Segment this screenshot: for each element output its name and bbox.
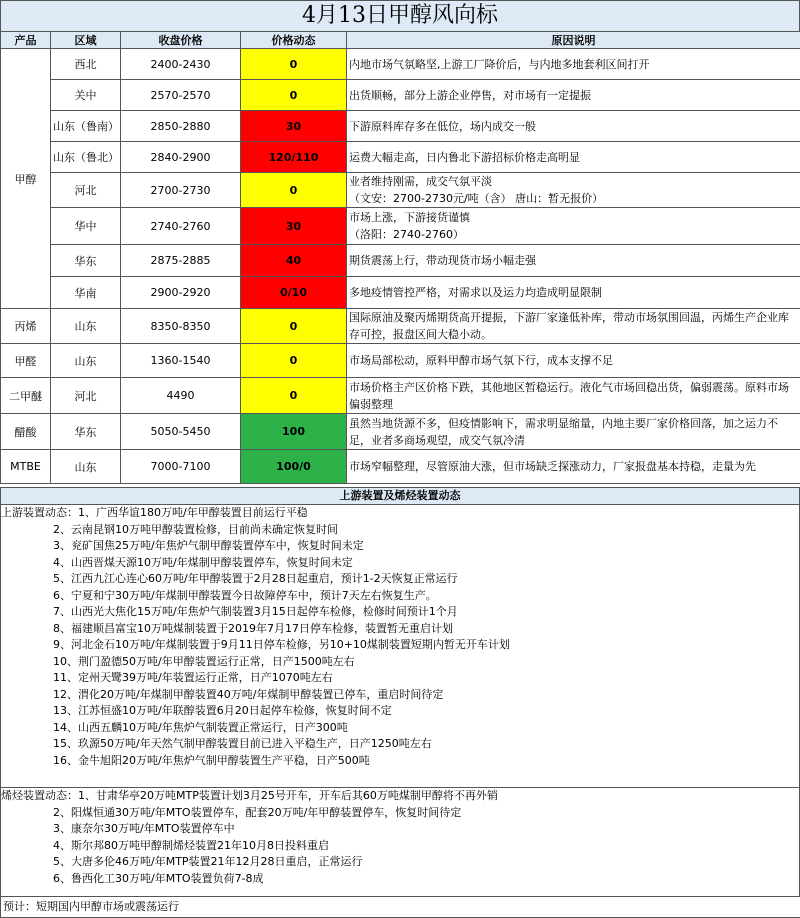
price-cell: 2850-2880 bbox=[121, 111, 241, 142]
region-cell: 华中 bbox=[51, 208, 121, 245]
price-cell: 2840-2900 bbox=[121, 142, 241, 173]
product-cell: 丙烯 bbox=[1, 309, 51, 344]
list-item: 8、福建顺昌富宝10万吨煤制装置于2019年7月17日停车检修，装置暂无重启计划 bbox=[1, 621, 799, 638]
list-item: 12、渭化20万吨/年煤制甲醇装置40万吨/年煤制甲醇装置已停车，重启时间待定 bbox=[1, 687, 799, 704]
price-cell: 5050-5450 bbox=[121, 414, 241, 450]
olefin-block bbox=[0, 787, 800, 897]
table-row bbox=[1, 245, 800, 277]
list-item: 烯烃装置动态：1、甘肃华亭20万吨MTP装置计划3月25号开车，开车后其60万吨煤制甲醇将不再外销 bbox=[1, 788, 799, 805]
table-row bbox=[1, 208, 800, 245]
change-cell: 0 bbox=[241, 344, 347, 378]
list-item: 上游装置动态：1、广西华谊180万吨/年甲醇装置目前运行平稳 bbox=[1, 505, 799, 522]
price-cell: 2740-2760 bbox=[121, 208, 241, 245]
table-row bbox=[1, 309, 800, 344]
reason-cell: 内地市场气氛略坚,上游工厂降价后，与内地多地套利区间打开 bbox=[347, 49, 800, 80]
list-item: 2、阳煤恒通30万吨/年MTO装置停车，配套20万吨/年甲醇装置停车，恢复时间待定 bbox=[1, 805, 799, 822]
change-cell: 0 bbox=[241, 49, 347, 80]
change-cell: 120/110 bbox=[241, 142, 347, 173]
reason-cell bbox=[347, 173, 800, 208]
region-cell: 山东（鲁南） bbox=[51, 111, 121, 142]
reason-line: （洛阳：2740-2760） bbox=[349, 226, 798, 243]
table-row bbox=[1, 142, 800, 173]
table-row bbox=[1, 414, 800, 450]
reason-cell: 国际原油及聚丙烯期货高开提振，下游厂家逢低补库，带动市场氛围回温，丙烯生产企业库存可控，报盘区间大稳小动。 bbox=[347, 309, 800, 344]
price-cell: 2875-2885 bbox=[121, 245, 241, 277]
change-cell: 100/0 bbox=[241, 450, 347, 484]
region-cell: 西北 bbox=[51, 49, 121, 80]
change-cell: 30 bbox=[241, 208, 347, 245]
region-cell: 华南 bbox=[51, 277, 121, 309]
reason-cell: 期货震荡上行，带动现货市场小幅走强 bbox=[347, 245, 800, 277]
table-row bbox=[1, 173, 800, 208]
region-cell: 山东 bbox=[51, 450, 121, 484]
table-header-row bbox=[1, 32, 800, 49]
header-change: 价格动态 bbox=[241, 32, 347, 49]
list-item: 14、山西五麟10万吨/年焦炉气制装置正常运行，日产300吨 bbox=[1, 720, 799, 737]
region-cell: 山东 bbox=[51, 309, 121, 344]
product-cell: 二甲醚 bbox=[1, 378, 51, 414]
upstream-label: 上游装置动态： bbox=[1, 506, 78, 519]
product-cell: MTBE bbox=[1, 450, 51, 484]
change-cell: 30 bbox=[241, 111, 347, 142]
region-cell: 华东 bbox=[51, 414, 121, 450]
reason-line: 业者维持刚需，成交气氛平淡 bbox=[349, 173, 798, 190]
list-item: 16、金牛旭阳20万吨/年焦炉气制甲醇装置生产平稳，日产500吨 bbox=[1, 753, 799, 770]
list-item: 5、大唐多伦46万吨/年MTP装置21年12月28日重启，正常运行 bbox=[1, 854, 799, 871]
reason-cell: 运费大幅走高，日内鲁北下游招标价格走高明显 bbox=[347, 142, 800, 173]
price-cell: 1360-1540 bbox=[121, 344, 241, 378]
region-cell: 华东 bbox=[51, 245, 121, 277]
table-row bbox=[1, 277, 800, 309]
region-cell: 河北 bbox=[51, 173, 121, 208]
header-price: 收盘价格 bbox=[121, 32, 241, 49]
page-title: 4月13日甲醇风向标 bbox=[0, 0, 800, 32]
region-cell: 关中 bbox=[51, 80, 121, 111]
list-item: 9、河北金石10万吨/年煤制装置于9月11日停车检修，另10+10煤制装置短期内暂无开车计划 bbox=[1, 637, 799, 654]
reason-cell: 多地疫情管控严格，对需求以及运力均造成明显限制 bbox=[347, 277, 800, 309]
reason-line: （文安：2700-2730元/吨（含） 唐山：暂无报价） bbox=[349, 190, 798, 207]
table-row bbox=[1, 111, 800, 142]
price-cell: 4490 bbox=[121, 378, 241, 414]
reason-cell: 市场局部松动，原料甲醇市场气氛下行，成本支撑不足 bbox=[347, 344, 800, 378]
product-cell: 醋酸 bbox=[1, 414, 51, 450]
list-item: 4、山西晋煤天源10万吨/年煤制甲醇装置停车，恢复时间未定 bbox=[1, 555, 799, 572]
table-row bbox=[1, 49, 800, 80]
change-cell: 0/10 bbox=[241, 277, 347, 309]
list-item: 4、斯尔邦80万吨甲醇制烯烃装置21年10月8日投料重启 bbox=[1, 838, 799, 855]
price-table bbox=[0, 31, 800, 484]
product-cell: 甲醛 bbox=[1, 344, 51, 378]
product-cell: 甲醇 bbox=[1, 49, 51, 309]
change-cell: 0 bbox=[241, 173, 347, 208]
reason-cell: 出货顺畅，部分上游企业停售，对市场有一定提振 bbox=[347, 80, 800, 111]
region-cell: 山东 bbox=[51, 344, 121, 378]
list-item: 10、荆门盈德50万吨/年甲醇装置运行正常，日产1500吨左右 bbox=[1, 654, 799, 671]
list-item: 2、云南昆钢10万吨甲醇装置检修，目前尚未确定恢复时间 bbox=[1, 522, 799, 539]
reason-cell: 虽然当地货源不多，但疫情影响下，需求明显缩量，内地主要厂家价格回落，加之运力不足，业者多商场观望，成交气氛冷清 bbox=[347, 414, 800, 450]
section-title: 上游装置及烯烃装置动态 bbox=[0, 487, 800, 505]
change-cell: 0 bbox=[241, 378, 347, 414]
upstream-block bbox=[0, 504, 800, 788]
change-cell: 40 bbox=[241, 245, 347, 277]
reason-line: 市场上涨，下游接货谨慎 bbox=[349, 209, 798, 226]
price-cell: 2400-2430 bbox=[121, 49, 241, 80]
list-item: 11、定州天鹭39万吨/年装置运行正常，日产1070吨左右 bbox=[1, 670, 799, 687]
table-row bbox=[1, 450, 800, 484]
reason-cell: 下游原料库存多在低位，场内成交一般 bbox=[347, 111, 800, 142]
table-row bbox=[1, 378, 800, 414]
list-item: 13、江苏恒盛10万吨/年联醇装置6月20日起停车检修，恢复时间不定 bbox=[1, 703, 799, 720]
olefin-label: 烯烃装置动态： bbox=[1, 789, 78, 802]
list-item: 15、玖源50万吨/年天然气制甲醇装置目前已进入平稳生产，日产1250吨左右 bbox=[1, 736, 799, 753]
list-item: 5、江西九江心连心60万吨/年甲醇装置于2月28日起重启，预计1-2天恢复正常运行 bbox=[1, 571, 799, 588]
table-row bbox=[1, 344, 800, 378]
header-product: 产品 bbox=[1, 32, 51, 49]
header-reason: 原因说明 bbox=[347, 32, 800, 49]
price-cell: 2700-2730 bbox=[121, 173, 241, 208]
list-item: 7、山西光大焦化15万吨/年焦炉气制装置3月15日起停车检修，检修时间预计1个月 bbox=[1, 604, 799, 621]
price-cell: 2900-2920 bbox=[121, 277, 241, 309]
change-cell: 0 bbox=[241, 80, 347, 111]
price-cell: 8350-8350 bbox=[121, 309, 241, 344]
region-cell: 山东（鲁北） bbox=[51, 142, 121, 173]
forecast: 预计：短期国内甲醇市场或震荡运行 bbox=[0, 896, 800, 918]
reason-cell bbox=[347, 208, 800, 245]
change-cell: 100 bbox=[241, 414, 347, 450]
price-cell: 7000-7100 bbox=[121, 450, 241, 484]
region-cell: 河北 bbox=[51, 378, 121, 414]
list-item: 3、康奈尔30万吨/年MTO装置停车中 bbox=[1, 821, 799, 838]
list-item: 6、宁夏和宁30万吨/年煤制甲醇装置今日故障停车中，预计7天左右恢复生产。 bbox=[1, 588, 799, 605]
change-cell: 0 bbox=[241, 309, 347, 344]
header-region: 区域 bbox=[51, 32, 121, 49]
list-item: 3、兖矿国焦25万吨/年焦炉气制甲醇装置停车中，恢复时间未定 bbox=[1, 538, 799, 555]
reason-cell: 市场窄幅整理，尽管原油大涨，但市场缺乏探涨动力，厂家报盘基本持稳，走量为先 bbox=[347, 450, 800, 484]
price-cell: 2570-2570 bbox=[121, 80, 241, 111]
reason-cell: 市场价格主产区价格下跌，其他地区暂稳运行。液化气市场回稳出货，偏弱震荡。原料市场偏弱整理 bbox=[347, 378, 800, 414]
list-item: 6、鲁西化工30万吨/年MTO装置负荷7-8成 bbox=[1, 871, 799, 888]
table-row bbox=[1, 80, 800, 111]
